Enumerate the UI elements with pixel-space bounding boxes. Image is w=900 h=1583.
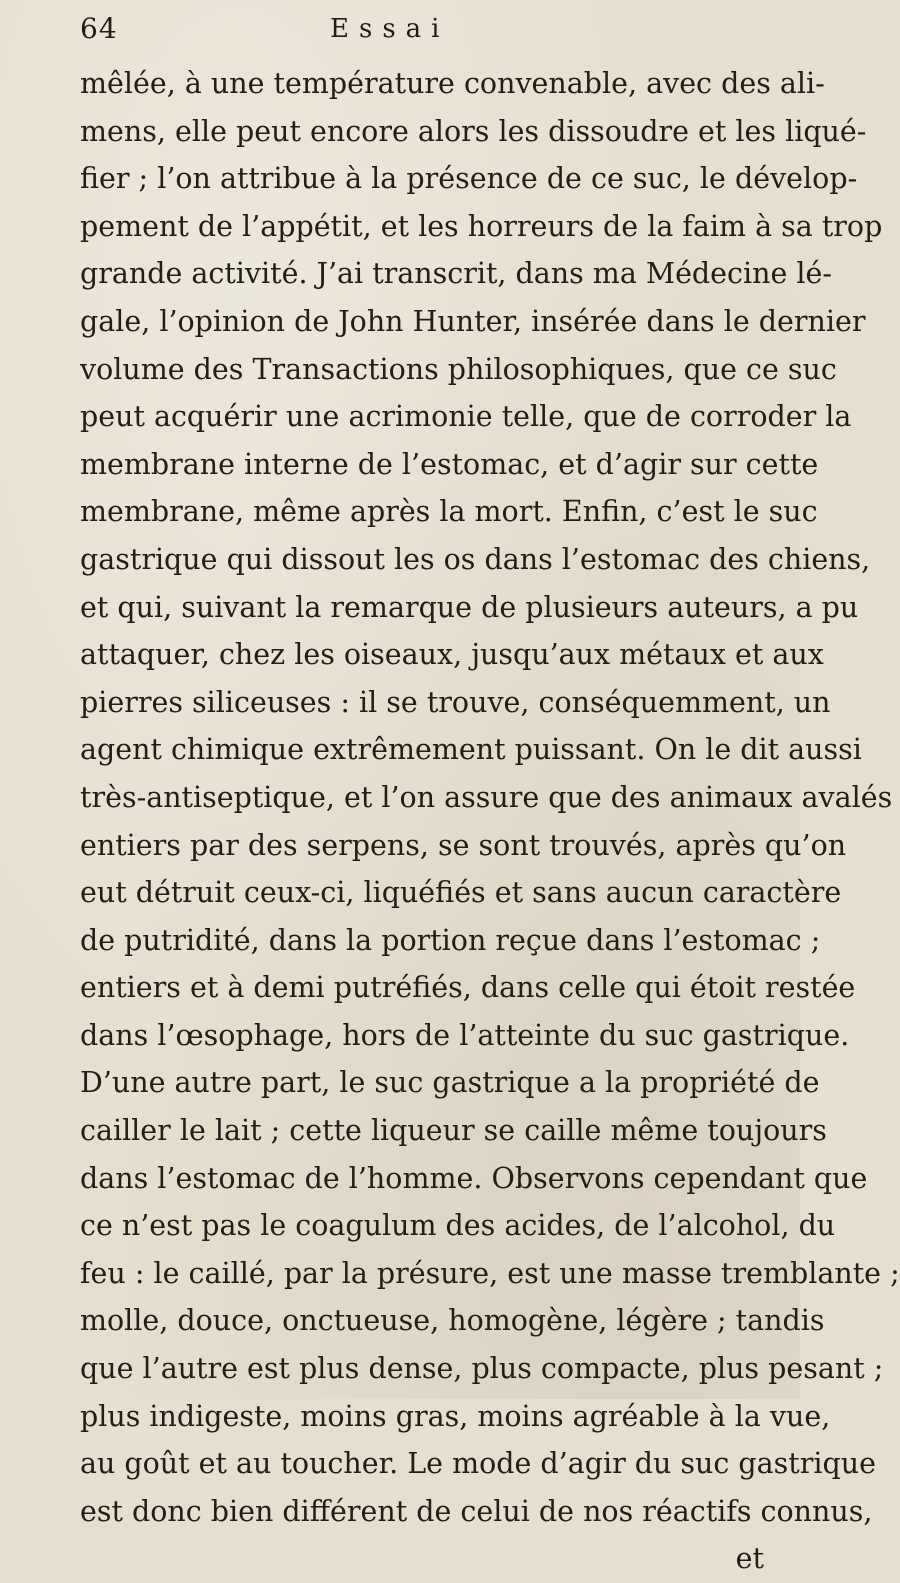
text-line: membrane, même après la mort. Enfin, c’est le suc [80, 495, 818, 529]
text-line: fier ; l’on attribue à la présence de ce suc, le dévelop- [80, 162, 858, 196]
page-number: 64 [80, 12, 118, 45]
text-line: membrane interne de l’estomac, et d’agir sur cette [80, 447, 819, 481]
text-line: gale, l’opinion de John Hunter, insérée dans le dernier [80, 304, 866, 338]
text-line: peut acquérir une acrimonie telle, que de corroder la [80, 400, 852, 434]
text-line: que l’autre est plus dense, plus compacte, plus pesant ; [80, 1352, 884, 1386]
running-head [80, 12, 680, 52]
text-line: volume des Transactions philosophiques, que ce suc [80, 352, 837, 386]
text-line: dans l’estomac de l’homme. Observons cependant que [80, 1161, 868, 1195]
text-line: grande activité. J’ai transcrit, dans ma Médecine lé- [80, 257, 833, 291]
text-line: cailler le lait ; cette liqueur se caille même toujours [80, 1114, 827, 1148]
text-line: plus indigeste, moins gras, moins agréable à la vue, [80, 1399, 831, 1433]
text-line: mens, elle peut encore alors les dissoudre et les liqué- [80, 114, 867, 148]
body-text [80, 60, 900, 1583]
text-line: D’une autre part, le suc gastrique a la propriété de [80, 1066, 820, 1100]
text-line: feu : le caillé, par la présure, est une masse tremblante ; [80, 1256, 900, 1290]
text-line: et qui, suivant la remarque de plusieurs auteurs, a pu [80, 590, 859, 624]
text-line: molle, douce, onctueuse, homogène, légère ; tandis [80, 1304, 825, 1338]
text-line: attaquer, chez les oiseaux, jusqu’aux métaux et aux [80, 638, 824, 672]
text-line: très-antiseptique, et l’on assure que des animaux avalés [80, 780, 893, 814]
running-title: Essai [330, 14, 450, 44]
text-line: agent chimique extrêmement puissant. On le dit aussi [80, 733, 862, 767]
text-line: de putridité, dans la portion reçue dans l’estomac ; [80, 923, 821, 957]
text-line: au goût et au toucher. Le mode d’agir du suc gastrique [80, 1447, 876, 1481]
text-line: gastrique qui dissout les os dans l’estomac des chiens, [80, 542, 871, 576]
text-line: entiers et à demi putréfiés, dans celle qui étoit restée [80, 971, 856, 1005]
text-line: pement de l’appétit, et les horreurs de la faim à sa trop [80, 209, 883, 243]
text-line: mêlée, à une température convenable, avec des ali- [80, 67, 825, 100]
catchword: et [735, 1542, 764, 1576]
text-line: pierres siliceuses : il se trouve, conséquemment, un [80, 685, 831, 719]
text-line: dans l’œsophage, hors de l’atteinte du suc gastrique. [80, 1018, 850, 1052]
text-line: eut détruit ceux-ci, liquéfiés et sans aucun caractère [80, 876, 842, 910]
text-line: est donc bien différent de celui de nos réactifs connus, [80, 1494, 873, 1528]
text-line: ce n’est pas le coagulum des acides, de l’alcohol, du [80, 1209, 836, 1243]
text-line: entiers par des serpens, se sont trouvés, après qu’on [80, 828, 847, 862]
